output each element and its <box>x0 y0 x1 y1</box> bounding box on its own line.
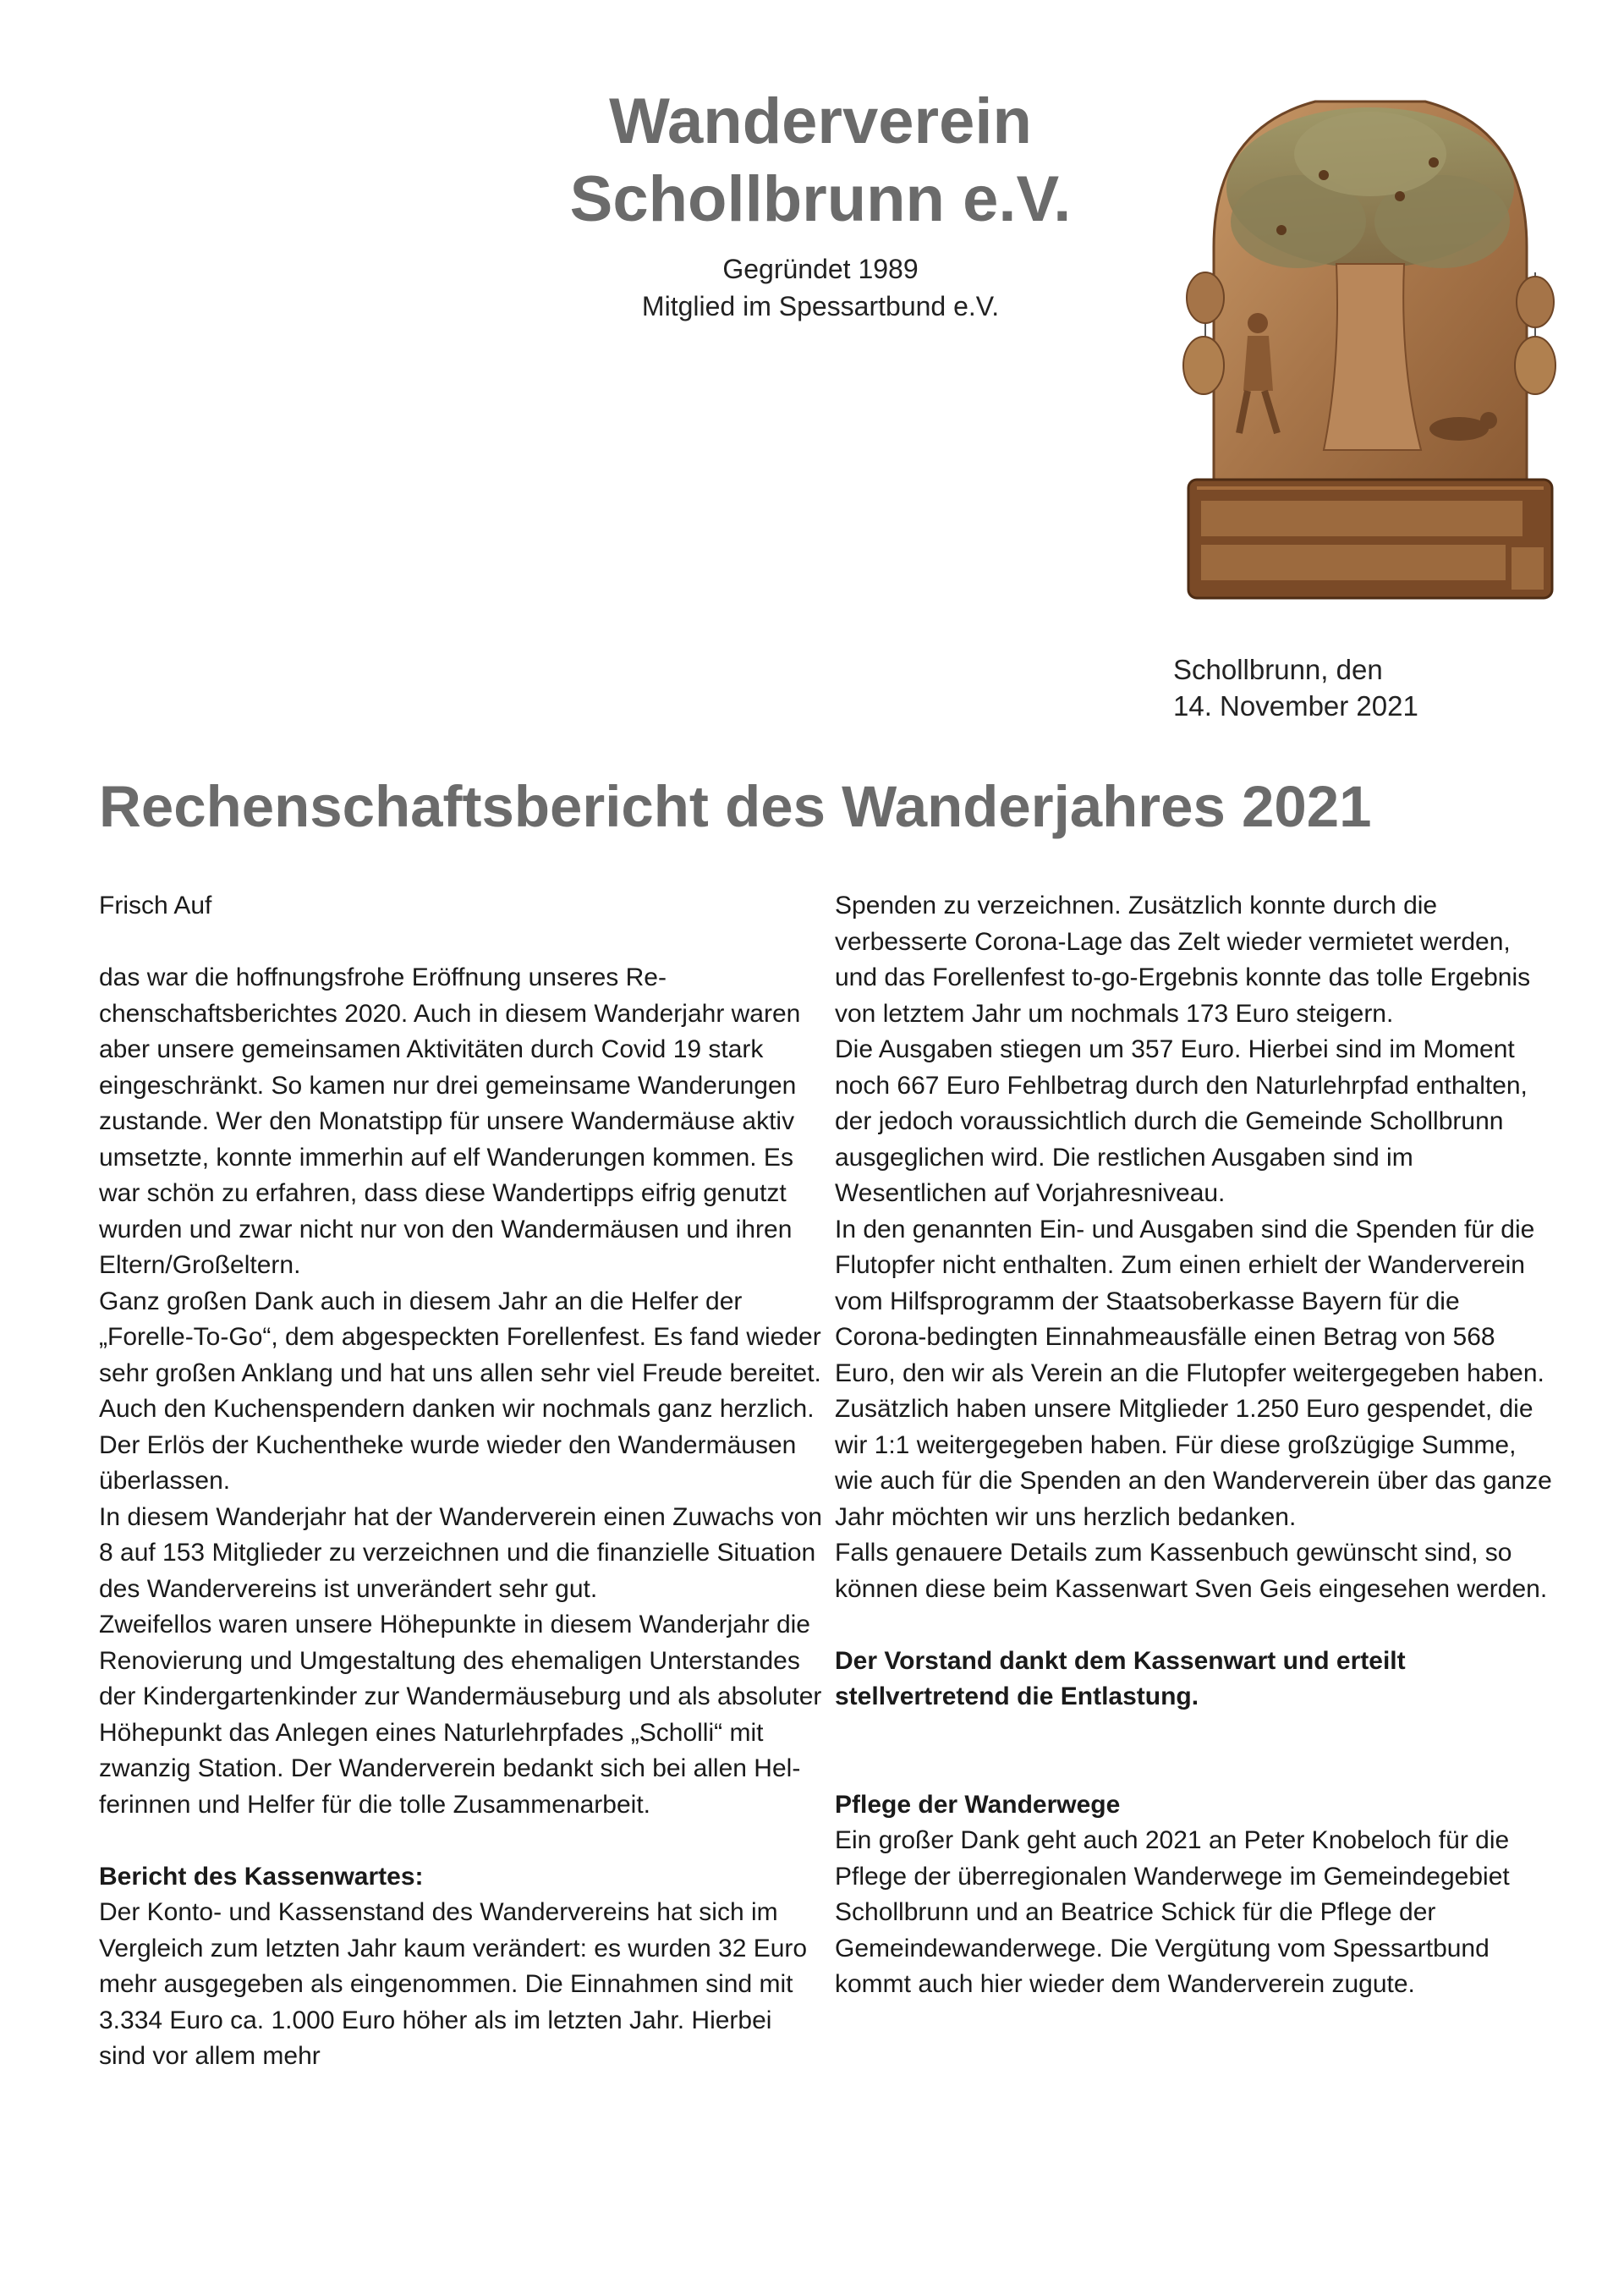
treasurer-text: Der Konto- und Kassenstand des Wandervereins hat sich im Vergleich zum letzten Jahr kaum verändert: es wurden 32 Euro mehr ausgegeben als eingenommen. Die Einnahmen sind mit 3.334 Euro ca. 1.000 Euro höher als im letzten Jahr. Hierbei sind vor allem mehr <box>99 1898 808 2070</box>
date-block <box>1173 651 1512 724</box>
date-place: Schollbrunn, den <box>1173 654 1383 685</box>
founded-line: Gegründet 1989 <box>722 254 919 284</box>
org-name-line2: Schollbrunn e.V. <box>569 163 1072 235</box>
greeting: Frisch Auf <box>99 892 212 919</box>
trails-heading: Pflege der Wanderwege <box>835 1790 1121 1819</box>
right-column <box>835 888 1554 2003</box>
report-title: Rechenschaftsbericht des Wanderjahres 2021 <box>99 774 1372 839</box>
organization-name <box>474 83 1167 239</box>
board-statement: Der Vorstand dankt dem Kassenwart und erteilt stellvertretend die Entlastung. <box>835 1646 1406 1710</box>
tree-canopy <box>1226 107 1514 268</box>
org-name-line1: Wanderverein <box>609 85 1032 157</box>
paragraph-intro: das war die hoffnungsfrohe Eröffnung unseres Rechenschaftsberichtes 2020. Auch in diesem Wanderjahr waren aber unsere gemeinsamen Aktivitäten durch Covid 19 stark eingeschränkt. So kamen nur drei gemeinsame Wanderungen zustande. Wer den Monatstipp für unsere Wandermäuse aktiv umsetzte, konnte immerhin auf elf Wanderungen kommen. Es war schön zu erfahren, dass diese Wandertipps eifrig genutzt wurden und zwar nicht nur von den Wandermäusen und ihren Eltern/Großeltern. <box>99 963 801 1279</box>
paragraph-members: In diesem Wanderjahr hat der Wanderverein einen Zuwachs von 8 auf 153 Mitglieder zu verzeichnen und die finanzielle Situation des Wandervereins ist unverändert sehr gut. <box>99 1502 822 1603</box>
paragraph-expenses: Die Ausgaben stiegen um 357 Euro. Hierbei sind im Moment noch 667 Euro Fehlbetrag durch den Naturlehrpfad enthalten, der jedoch voraussichtlich durch die Gemeinde Schollbrunn ausgeglichen wird. Die restlichen Ausgaben sind im Wesentlichen auf Vorjahresniveau. <box>835 1035 1528 1207</box>
club-logo-carving <box>1180 95 1556 602</box>
carved-base-lettering <box>1201 501 1544 590</box>
paragraph-donations: Spenden zu verzeichnen. Zusätzlich konnte durch die verbesserte Corona-Lage das Zelt wieder vermietet werden, und das Forellenfest to-go-Ergebnis konnte das tolle Ergebnis von letztem Jahr um nochmals 173 Euro steigern. <box>835 892 1531 1028</box>
date-value: 14. November 2021 <box>1173 690 1418 722</box>
paragraph-forelle: Ganz großen Dank auch in diesem Jahr an die Helfer der „Forelle-To-Go“, dem abgespeckten Forellenfest. Es fand wieder sehr großen Anklang und hat uns allen sehr viel Freude bereitet. Auch den Kuchenspendern danken wir nochmals ganz herzlich. Der Erlös der Kuchentheke wurde wieder den Wandermäusen überlassen. <box>99 1287 821 1495</box>
left-column <box>99 888 825 2075</box>
paragraph-highlights: Zweifellos waren unsere Höhepunkte in diesem Wanderjahr die Renovierung und Umgestaltung des ehemaligen Unterstandes der Kindergartenkinder zur Wandermäuseburg und als absoluter Höhepunkt das Anlegen eines Naturlehrpfades „Scholli“ mit zwanzig Station. Der Wanderverein bedankt sich bei allen Helferinnen und Helfer für die tolle Zusammenarbeit. <box>99 1611 822 1819</box>
treasurer-heading: Bericht des Kassenwartes: <box>99 1862 424 1891</box>
paragraph-cashbook: Falls genauere Details zum Kassenbuch gewünscht sind, so können diese beim Kassenwart Sven Geis eingesehen werden. <box>835 1539 1548 1603</box>
organization-subtitle <box>474 250 1167 325</box>
paragraph-flood-victims: In den genannten Ein- und Ausgaben sind die Spenden für die Flutopfer nicht enthalten. Zum einen erhielt der Wanderverein vom Hilfsprogramm der Staatsoberkasse Bayern für die Corona-bedingten Einnahmeausfälle einen Betrag von 568 Euro, den wir als Verein an die Flutopfer weitergegeben haben. Zusätzlich haben unsere Mitglieder 1.250 Euro gespendet, die wir 1:1 weitergegeben haben. Für diese großzügige Summe, wie auch für die Spenden an den Wanderverein über das ganze Jahr möchten wir uns herzlich bedanken. <box>835 1215 1552 1531</box>
trails-text: Ein großer Dank geht auch 2021 an Peter Knobeloch für die Pflege der überregionalen Wanderwege im Gemeindegebiet Schollbrunn und an Beatrice Schick für die Pflege der Gemeindewanderwege. Die Vergütung vom Spessartbund kommt auch hier wieder dem Wanderverein zugute. <box>835 1826 1510 1998</box>
membership-line: Mitglied im Spessartbund e.V. <box>641 291 1000 321</box>
